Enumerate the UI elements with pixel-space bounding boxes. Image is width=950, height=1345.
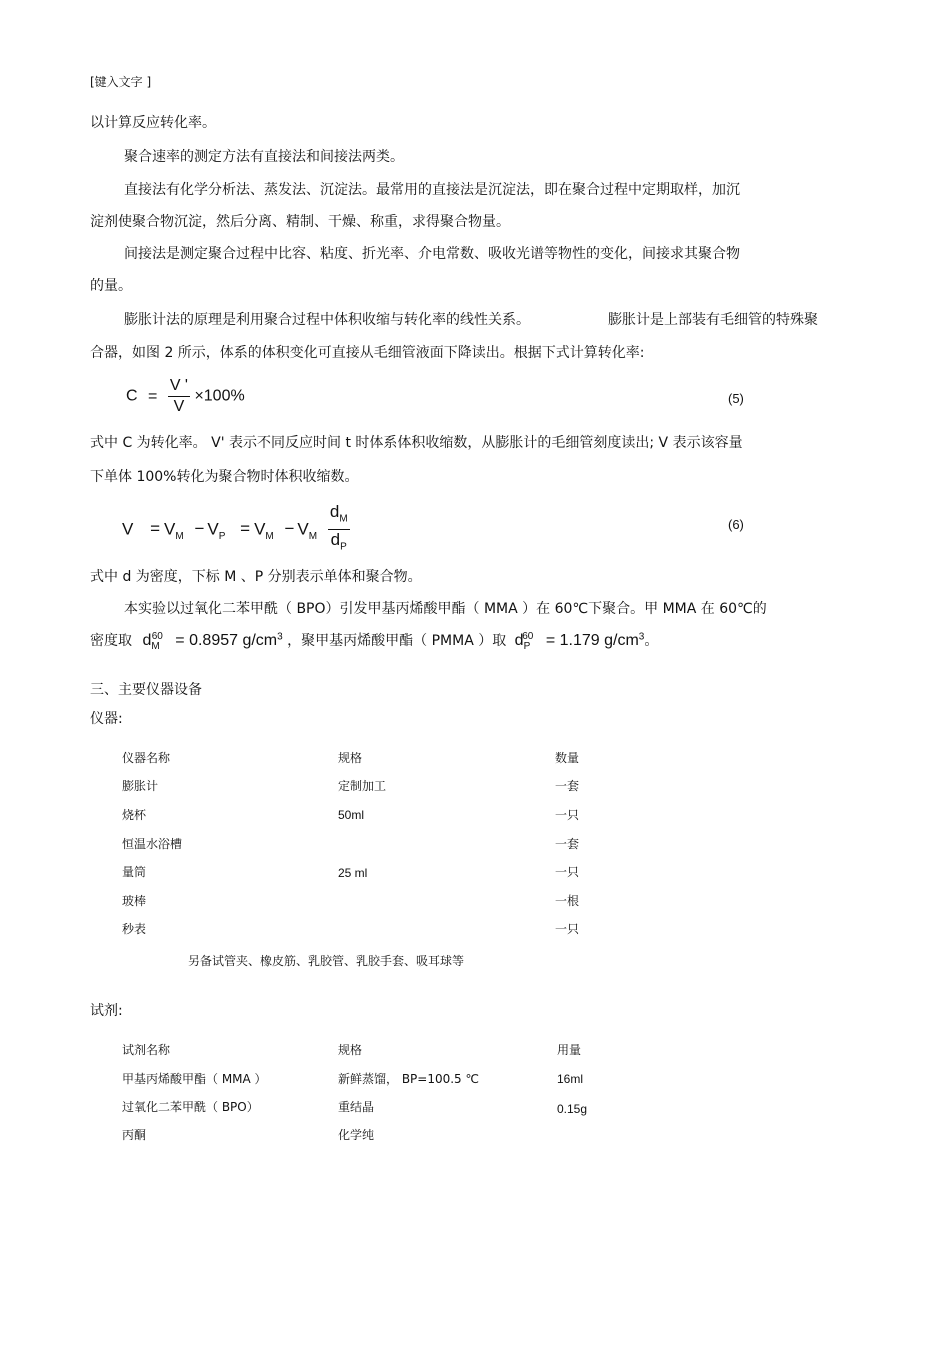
paragraph-3-line-2: 淀剂使聚合物沉淀，然后分离、精制、干燥、称重，求得聚合物量。 bbox=[90, 214, 510, 230]
paragraph-6-line-1: 式中 C 为转化率。 V' 表示不同反应时间 t 时体系体积收缩数，从膨胀计的毛细管刻度读出; V 表示该容量 bbox=[90, 435, 743, 451]
eq5-numerator: V ' bbox=[168, 376, 190, 397]
paragraph-5-line-1a: 膨胀计法的原理是利用聚合过程中体积收缩与转化率的线性关系。 bbox=[124, 312, 530, 328]
paragraph-5-line-1b: 膨胀计是上部装有毛细管的特殊聚 bbox=[608, 312, 818, 328]
paragraph-1: 以计算反应转化率。 bbox=[90, 115, 216, 131]
eq5-tail: ×100% bbox=[194, 387, 245, 405]
instruments-label: 仪器: bbox=[90, 711, 123, 727]
equation-6: $V = V_M - V_P = V_M - V_M$ $\frac{d_M}{d_P}$ bbox=[122, 502, 350, 558]
section-3-heading: 三、主要仪器设备 bbox=[90, 682, 202, 698]
eq5-lhs: C bbox=[126, 387, 138, 405]
paragraph-8-line-1: 本实验以过氧化二苯甲酰（ BPO）引发甲基丙烯酸甲酯（ MMA ）在 60℃下聚合。甲 MMA 在 60℃的 bbox=[124, 601, 767, 617]
paragraph-7: 式中 d 为密度，下标 M 、P 分别表示单体和聚合物。 bbox=[90, 569, 422, 585]
paragraph-4-line-2: 的量。 bbox=[90, 278, 132, 294]
eq5-equals: = bbox=[148, 387, 158, 405]
paragraph-2: 聚合速率的测定方法有直接法和间接法两类。 bbox=[124, 149, 404, 165]
equation-5 bbox=[126, 376, 245, 417]
reagents-label: 试剂: bbox=[90, 1003, 123, 1019]
eq6-density-fraction: $\frac{d_M}{d_P}$ bbox=[329, 502, 348, 553]
eq6-v: V bbox=[122, 519, 134, 539]
instruments-header-qty: 数量 bbox=[555, 751, 580, 765]
paragraph-4-line-1: 间接法是测定聚合过程中比容、粘度、折光率、介电常数、吸收光谱等物性的变化，间接求其聚合物 bbox=[124, 246, 740, 262]
reagents-header-spec: 规格 bbox=[338, 1043, 363, 1057]
paragraph-3-line-1: 直接法有化学分析法、蒸发法、沉淀法。最常用的直接法是沉淀法，即在聚合过程中定期取样，加沉 bbox=[124, 182, 740, 198]
instruments-header-name: 仪器名称 bbox=[122, 751, 171, 765]
equation-6-label: (6) bbox=[728, 517, 744, 532]
equation-5-label: (5) bbox=[728, 391, 744, 406]
paragraph-6-line-2: 下单体 100%转化为聚合物时体积收缩数。 bbox=[90, 469, 359, 485]
reagents-header-name: 试剂名称 bbox=[122, 1043, 171, 1057]
eq5-denominator: V bbox=[173, 398, 185, 415]
reagents-header-amount: 用量 bbox=[557, 1043, 582, 1057]
page-header: [键入文字 ] bbox=[90, 75, 152, 89]
eq5-fraction bbox=[168, 376, 190, 417]
instruments-header-spec: 规格 bbox=[338, 751, 363, 765]
paragraph-5-line-2: 合器，如图 2 所示，体系的体积变化可直接从毛细管液面下降读出。根据下式计算转化率: bbox=[90, 345, 645, 361]
paragraph-8-line-2: 密度取 $d_M^{60} = 0.8957$ $g/cm^3$ ，聚甲基丙烯酸甲酯（ PMMA ）取 $d_P^{60} = 1.179$ $g/cm^3$。 bbox=[90, 630, 659, 653]
instruments-note: 另备试管夹、橡皮筋、乳胶管、乳胶手套、吸耳球等 bbox=[188, 954, 465, 968]
